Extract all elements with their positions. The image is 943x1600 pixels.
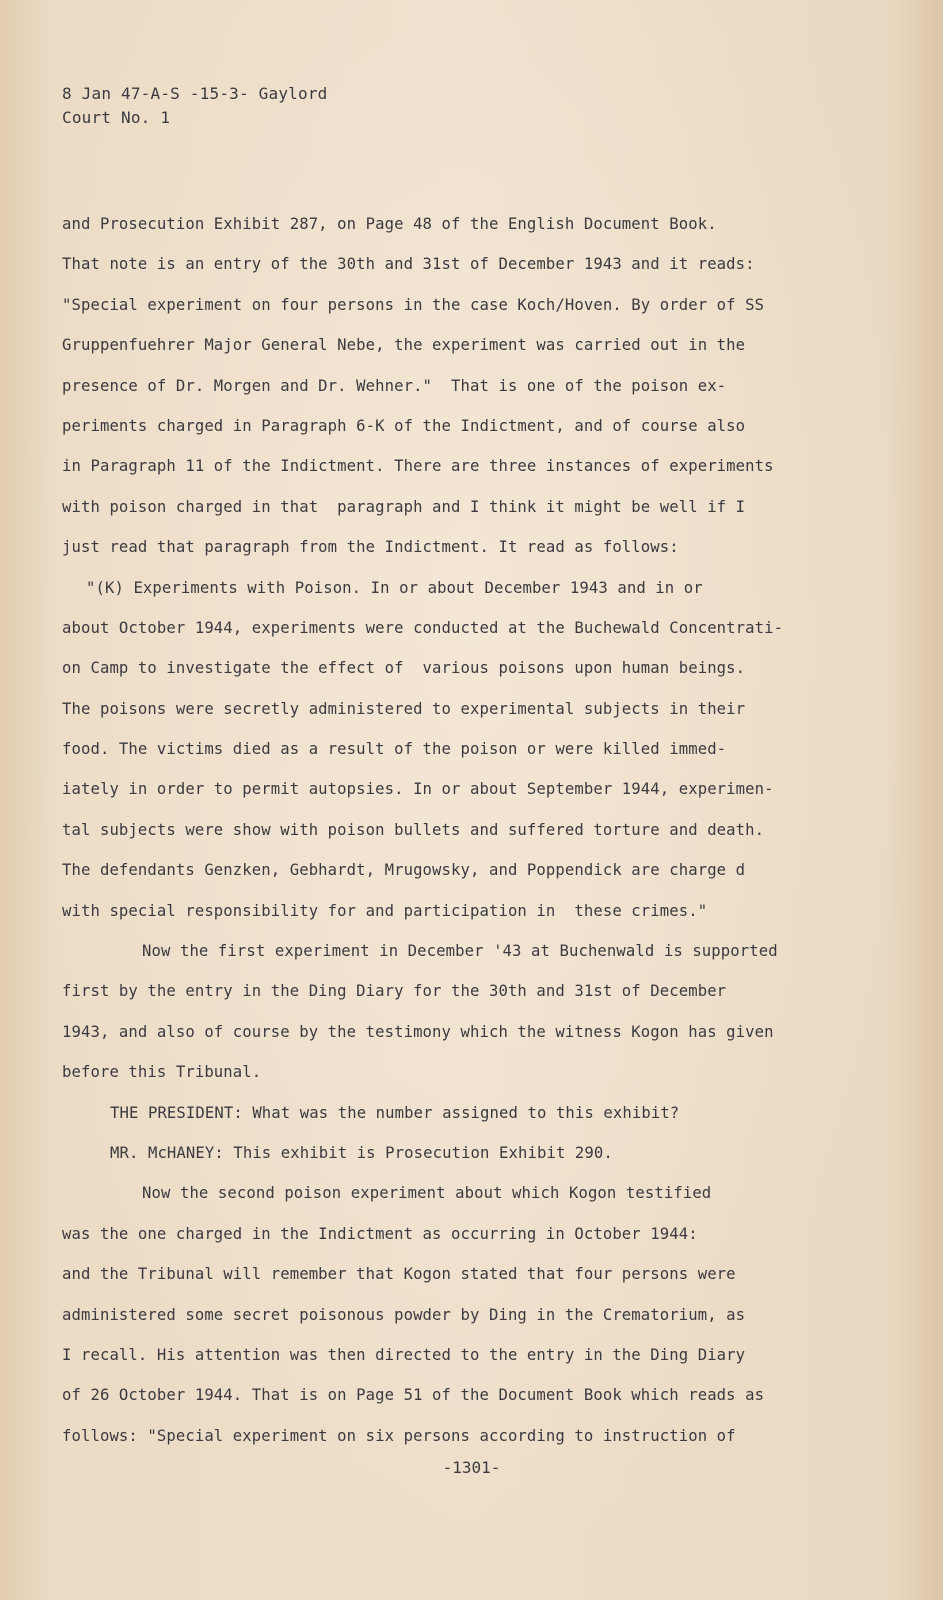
header-court-line: Court No. 1 (62, 108, 171, 127)
transcript-line: periments charged in Paragraph 6-K of the Indictment, and of course also (62, 416, 746, 435)
transcript-line: 1943, and also of course by the testimony which the witness Kogon has given (62, 1022, 774, 1041)
transcript-line: tal subjects were show with poison bullets and suffered torture and death. (62, 820, 765, 839)
speaker-line-mchaney: MR. McHANEY: This exhibit is Prosecution Exhibit 290. (110, 1143, 613, 1162)
transcript-line: Now the first experiment in December '43 at Buchenwald is supported (142, 942, 778, 961)
transcript-line: and Prosecution Exhibit 287, on Page 48 of the English Document Book. (62, 215, 717, 233)
transcript-line: with poison charged in that paragraph and I think it might be well if I (62, 497, 746, 516)
transcript-line: was the one charged in the Indictment as occurring in October 1944: (62, 1224, 698, 1243)
transcript-line: of 26 October 1944. That is on Page 51 of the Document Book which reads as (62, 1386, 765, 1405)
transcript-line: presence of Dr. Morgen and Dr. Wehner." That is one of the poison ex- (62, 376, 727, 395)
transcript-line: first by the entry in the Ding Diary for the 30th and 31st of December (62, 982, 727, 1001)
transcript-line: just read that paragraph from the Indictment. It read as follows: (62, 538, 679, 557)
transcript-line: administered some secret poisonous powder by Ding in the Crematorium, as (62, 1305, 746, 1324)
transcript-line: before this Tribunal. (62, 1063, 262, 1082)
transcript-line: The defendants Genzken, Gebhardt, Mrugowsky, and Poppendick are charge d (62, 861, 746, 880)
transcript-line: with special responsibility for and participation in these crimes." (62, 901, 708, 920)
transcript-line: "Special experiment on four persons in the case Koch/Hoven. By order of SS (62, 295, 765, 314)
speaker-line-president: THE PRESIDENT: What was the number assigned to this exhibit? (110, 1103, 680, 1122)
transcript-line: Gruppenfuehrer Major General Nebe, the experiment was carried out in the (62, 336, 746, 355)
transcript-line: iately in order to permit autopsies. In or about September 1944, experimen- (62, 780, 774, 799)
page-number: -1301- (442, 1458, 501, 1477)
transcript-line: I recall. His attention was then directed to the entry in the Ding Diary (62, 1345, 746, 1364)
transcript-line: on Camp to investigate the effect of various poisons upon human beings. (62, 659, 746, 678)
transcript-line: "(K) Experiments with Poison. In or about December 1943 and in or (86, 578, 703, 597)
transcript-line: The poisons were secretly administered to experimental subjects in their (62, 699, 746, 718)
document-header (62, 82, 328, 130)
header-session-line: 8 Jan 47-A-S -15-3- Gaylord (62, 84, 328, 103)
transcript-line: Now the second poison experiment about which Kogon testified (142, 1184, 712, 1203)
transcript-line: food. The victims died as a result of the poison or were killed immed- (62, 740, 727, 759)
transcript-line: in Paragraph 11 of the Indictment. There are three instances of experiments (62, 457, 774, 476)
transcript-line: about October 1944, experiments were conducted at the Buchewald Concentrati- (62, 618, 784, 637)
transcript-line: That note is an entry of the 30th and 31st of December 1943 and it reads: (62, 255, 755, 274)
transcript-line: follows: "Special experiment on six persons according to instruction of (62, 1426, 736, 1445)
transcript-body (62, 204, 862, 1456)
transcript-line: and the Tribunal will remember that Kogon stated that four persons were (62, 1265, 736, 1284)
